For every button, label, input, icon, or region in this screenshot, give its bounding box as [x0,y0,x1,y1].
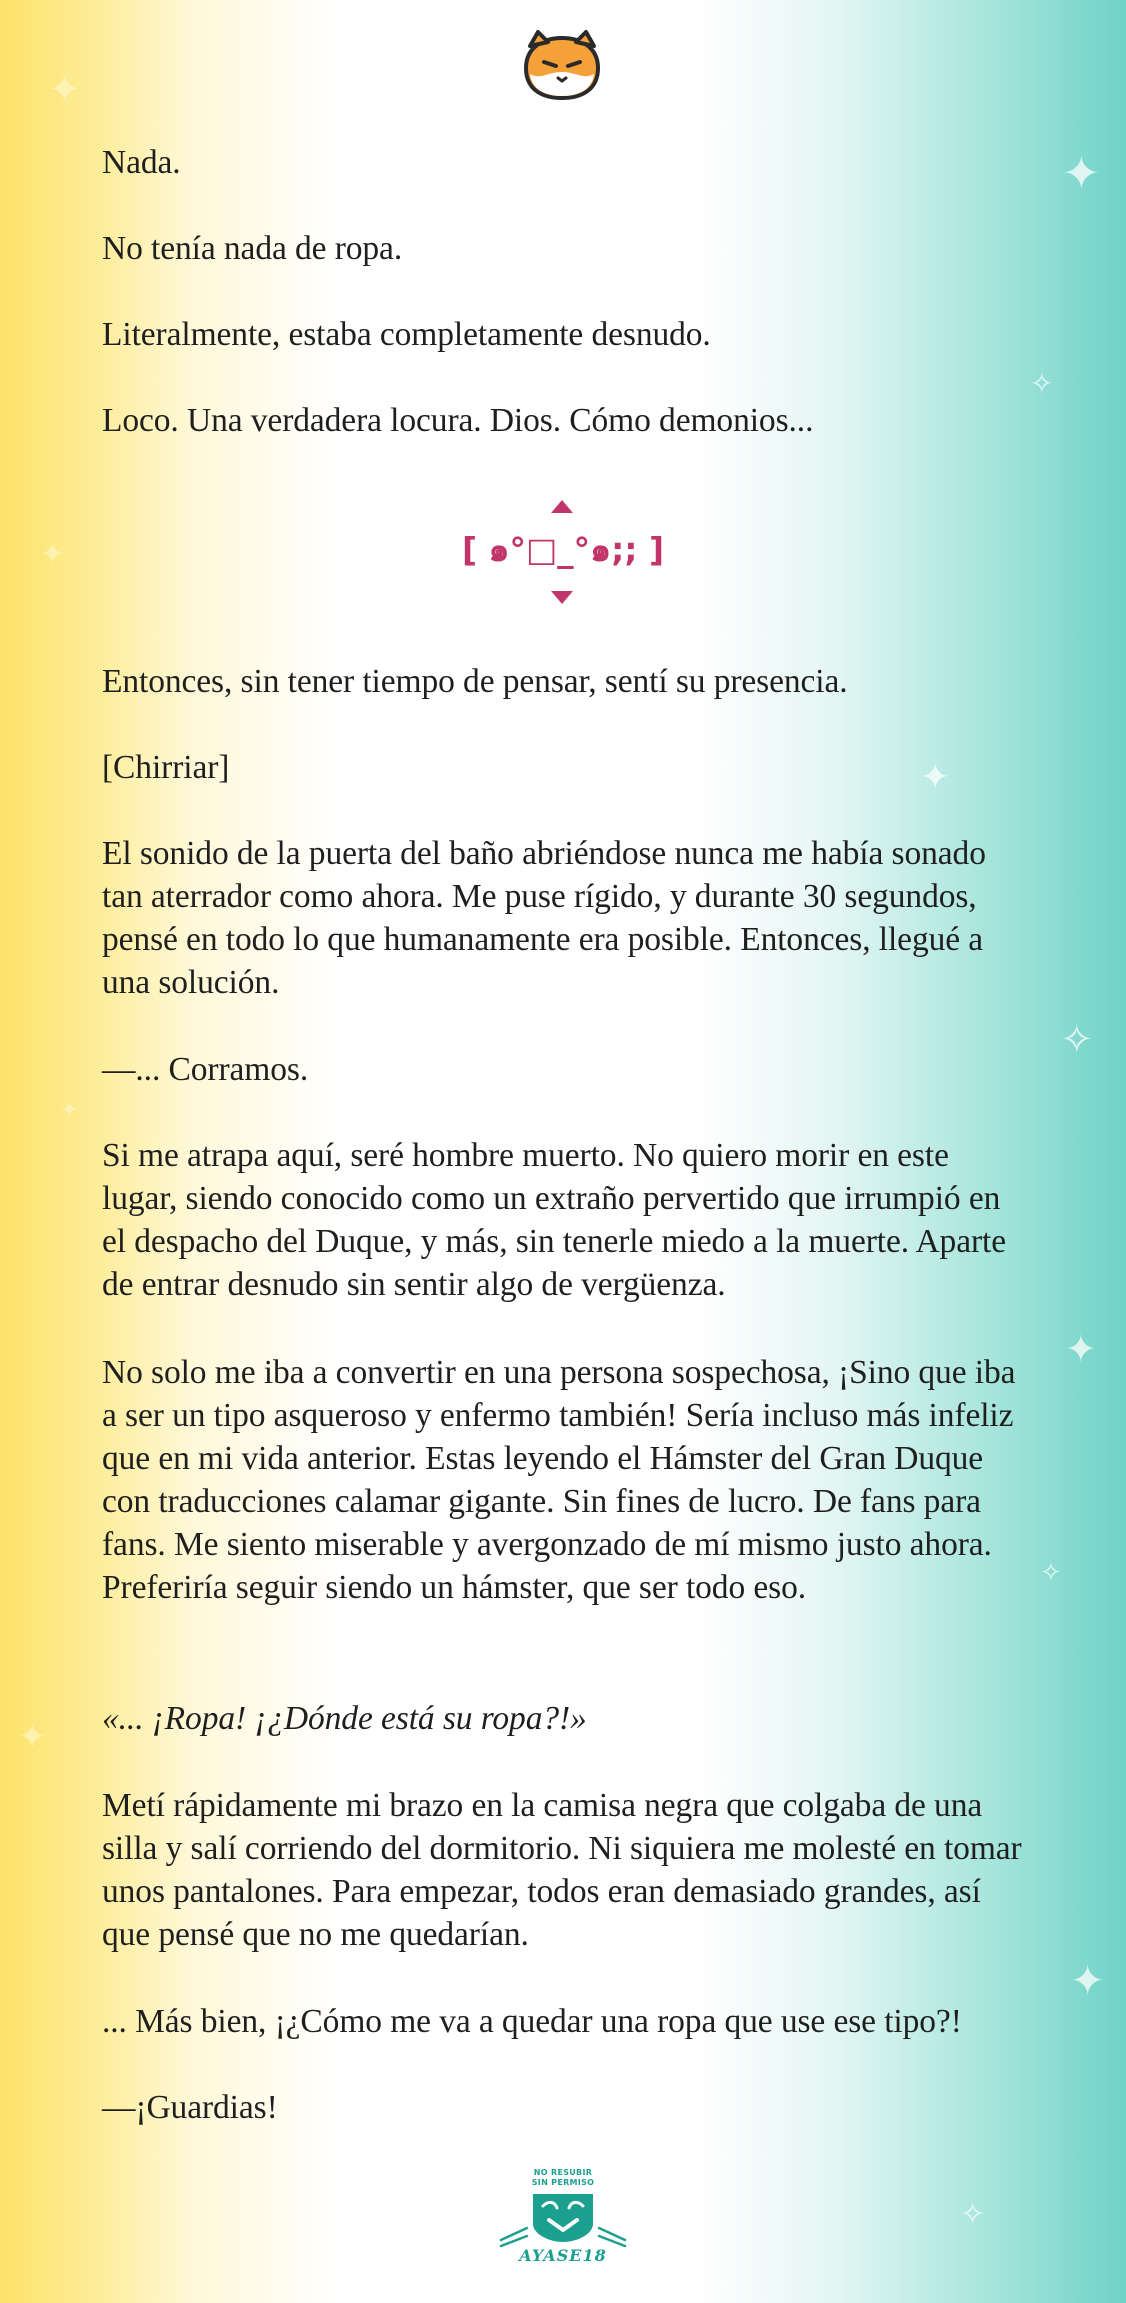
paragraph: No tenía nada de ropa. [102,230,403,267]
watermark-logo [493,2168,633,2268]
paragraph: Entonces, sin tener tiempo de pensar, sentí su presencia. [102,663,848,700]
watermark-line: SIN PERMISO [531,2178,595,2187]
paragraph: Loco. Una verdadera locura. Dios. Cómo demonios... [102,402,814,439]
paragraph: Metí rápidamente mi brazo en la camisa negra que colgaba de una silla y salí corriendo del dormitorio. Ni siquiera me molesté en tomar unos pantalones. Para empezar, todos eran demasiado grandes, así que pensé que no me quedarían. [102,1787,1022,1953]
sparkle-icon: ✧ [1030,367,1054,400]
emoticon: [ ๑°□_°๑;; ] [461,530,665,569]
triangle-up-icon [551,500,573,513]
paragraph: El sonido de la puerta del baño abriéndose nunca me había sonado tan aterrador como ahora. Me puse rígido, y durante 30 segundos, pensé en todo lo que humanamente era posible. Entonces, llegué a una solución. [102,835,986,1001]
sparkle-icon: ✦ [48,67,82,113]
watermark-signature: AYASE18 [519,2246,607,2265]
sparkle-icon: ✧ [960,2197,986,2232]
sparkle-icon: ✦ [1062,146,1101,200]
hamster-face-icon [518,28,606,102]
sparkle-icon: ✦ [40,537,66,572]
sparkle-icon: ✧ [1040,1558,1062,1588]
sparkle-icon: ✦ [1065,1327,1097,1371]
triangle-down-icon [551,591,573,604]
paragraph: Literalmente, estaba completamente desnudo. [102,316,711,353]
paragraph: [Chirriar] [102,749,230,786]
paragraph: —¡Guardias! [102,2089,278,2126]
paragraph: ... Más bien, ¡¿Cómo me va a quedar una ropa que use ese tipo?! [102,2003,962,2040]
emoticon-divider [420,500,706,604]
sparkle-icon: ✦ [60,1098,79,1123]
watermark-line: NO RESUBIR [533,2168,593,2177]
paragraph-italic: «... ¡Ropa! ¡¿Dónde está su ropa?!» [102,1700,587,1737]
paragraph: Si me atrapa aquí, seré hombre muerto. No quiero morir en este lugar, siendo conocido como un extraño pervertido que irrumpió en el despacho del Duque, y más, sin tenerle miedo a la muerte. Aparte de entrar desnudo sin sentir algo de vergüenza. [102,1137,1007,1303]
paragraph: —... Corramos. [102,1051,309,1088]
paragraph: No solo me iba a convertir en una persona sospechosa, ¡Sino que iba a ser un tipo asqueroso y enfermo también! Sería incluso más infeliz que en mi vida anterior. Estas leyendo el Hámster del Gran Duque con traducciones calamar gigante. Sin fines de lucro. De fans para fans. Me siento miserable y avergonzado de mí mismo justo ahora. Preferiría seguir siendo un hámster, que ser todo eso. [102,1354,1016,1606]
sparkle-icon: ✧ [1060,1017,1094,1063]
paragraph: Nada. [102,144,181,181]
sparkle-icon: ✦ [1070,1956,1106,2005]
sparkle-icon: ✦ [920,757,951,798]
sparkle-icon: ✦ [18,1717,47,1757]
